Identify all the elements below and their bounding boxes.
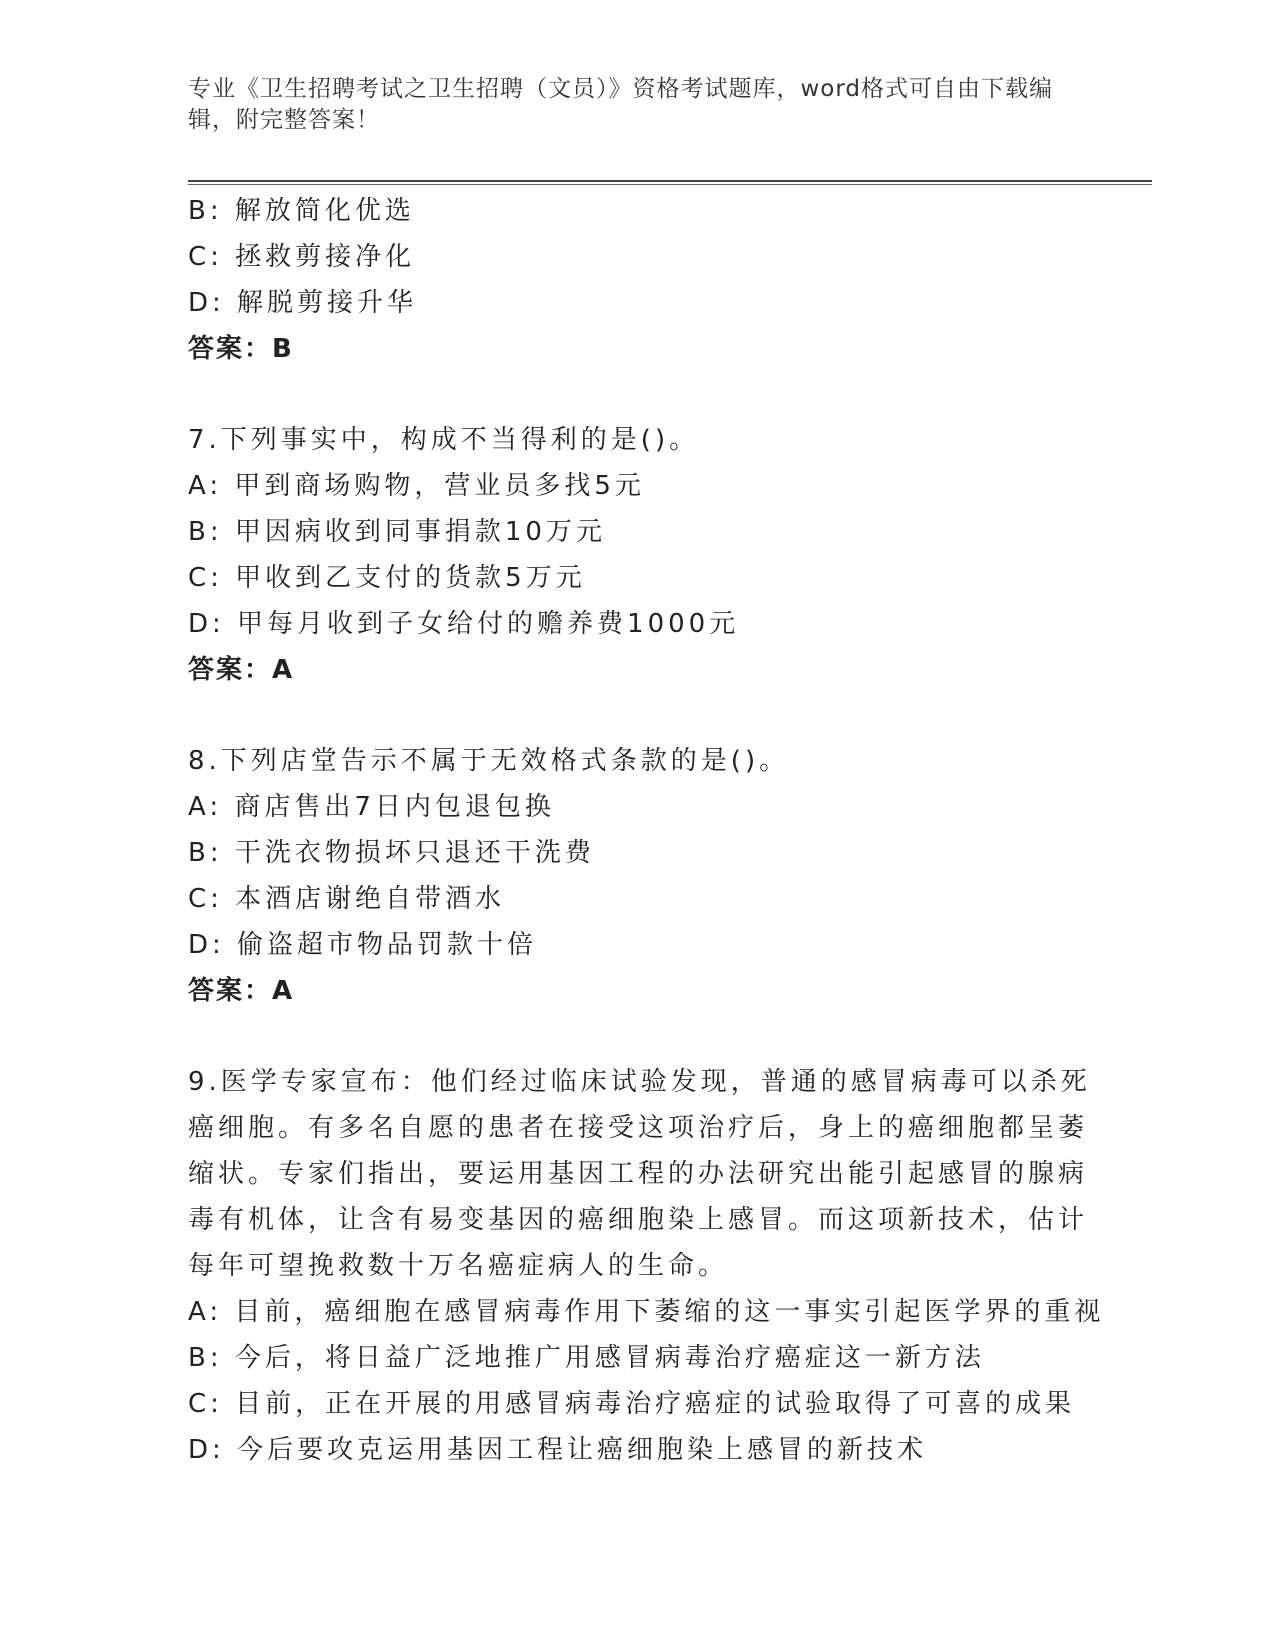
question-stem-line: 9.医学专家宣布：他们经过临床试验发现，普通的感冒病毒可以杀死 <box>188 1067 1091 1097</box>
option-a: A: 甲到商场购物，营业员多找5元 <box>188 471 645 501</box>
header-divider <box>188 180 1152 182</box>
option-c: C: 拯救剪接净化 <box>188 242 416 272</box>
question-stem-line: 癌细胞。有多名自愿的患者在接受这项治疗后，身上的癌细胞都呈萎 <box>188 1113 1089 1143</box>
header-divider-thin <box>188 184 1152 185</box>
option-c: C: 甲收到乙支付的货款5万元 <box>188 563 586 593</box>
option-a: A: 目前，癌细胞在感冒病毒作用下萎缩的这一事实引起医学界的重视 <box>188 1297 1105 1327</box>
question-7-block <box>188 417 1088 693</box>
option-a: A: 商店售出7日内包退包换 <box>188 792 555 822</box>
question-stem-line: 缩状。专家们指出，要运用基因工程的办法研究出能引起感冒的腺病 <box>188 1159 1089 1189</box>
question-stem: 7.下列事实中，构成不当得利的是()。 <box>188 425 700 455</box>
question-9-block <box>188 1059 1105 1473</box>
document-body <box>188 188 1105 1473</box>
document-header <box>188 74 1088 136</box>
answer-label: 答案：B <box>188 334 294 364</box>
question-8-block <box>188 738 1088 1014</box>
answer-label: 答案：A <box>188 655 295 685</box>
answer-label: 答案：A <box>188 976 295 1006</box>
option-b: B: 今后，将日益广泛地推广用感冒病毒治疗癌症这一新方法 <box>188 1343 985 1373</box>
option-d: D: 偷盗超市物品罚款十倍 <box>188 930 538 960</box>
question-stem-line: 每年可望挽救数十万名癌症病人的生命。 <box>188 1251 729 1281</box>
option-b: B: 甲因病收到同事捐款10万元 <box>188 517 606 547</box>
header-text: 专业《卫生招聘考试之卫生招聘（文员）》资格考试题库，word格式可自由下载编辑，附完整答案！ <box>188 76 1054 133</box>
option-b: B: 解放简化优选 <box>188 196 415 226</box>
option-b: B: 干洗衣物损坏只退还干洗费 <box>188 838 595 868</box>
prev-question-block <box>188 188 1088 372</box>
option-d: D: 甲每月收到子女给付的赡养费1000元 <box>188 609 740 639</box>
option-d: D: 今后要攻克运用基因工程让癌细胞染上感冒的新技术 <box>188 1435 928 1465</box>
option-c: C: 目前，正在开展的用感冒病毒治疗癌症的试验取得了可喜的成果 <box>188 1389 1076 1419</box>
option-c: C: 本酒店谢绝自带酒水 <box>188 884 506 914</box>
option-d: D: 解脱剪接升华 <box>188 288 418 318</box>
question-stem: 8.下列店堂告示不属于无效格式条款的是()。 <box>188 746 790 776</box>
question-stem-line: 毒有机体，让含有易变基因的癌细胞染上感冒。而这项新技术，估计 <box>188 1205 1089 1235</box>
